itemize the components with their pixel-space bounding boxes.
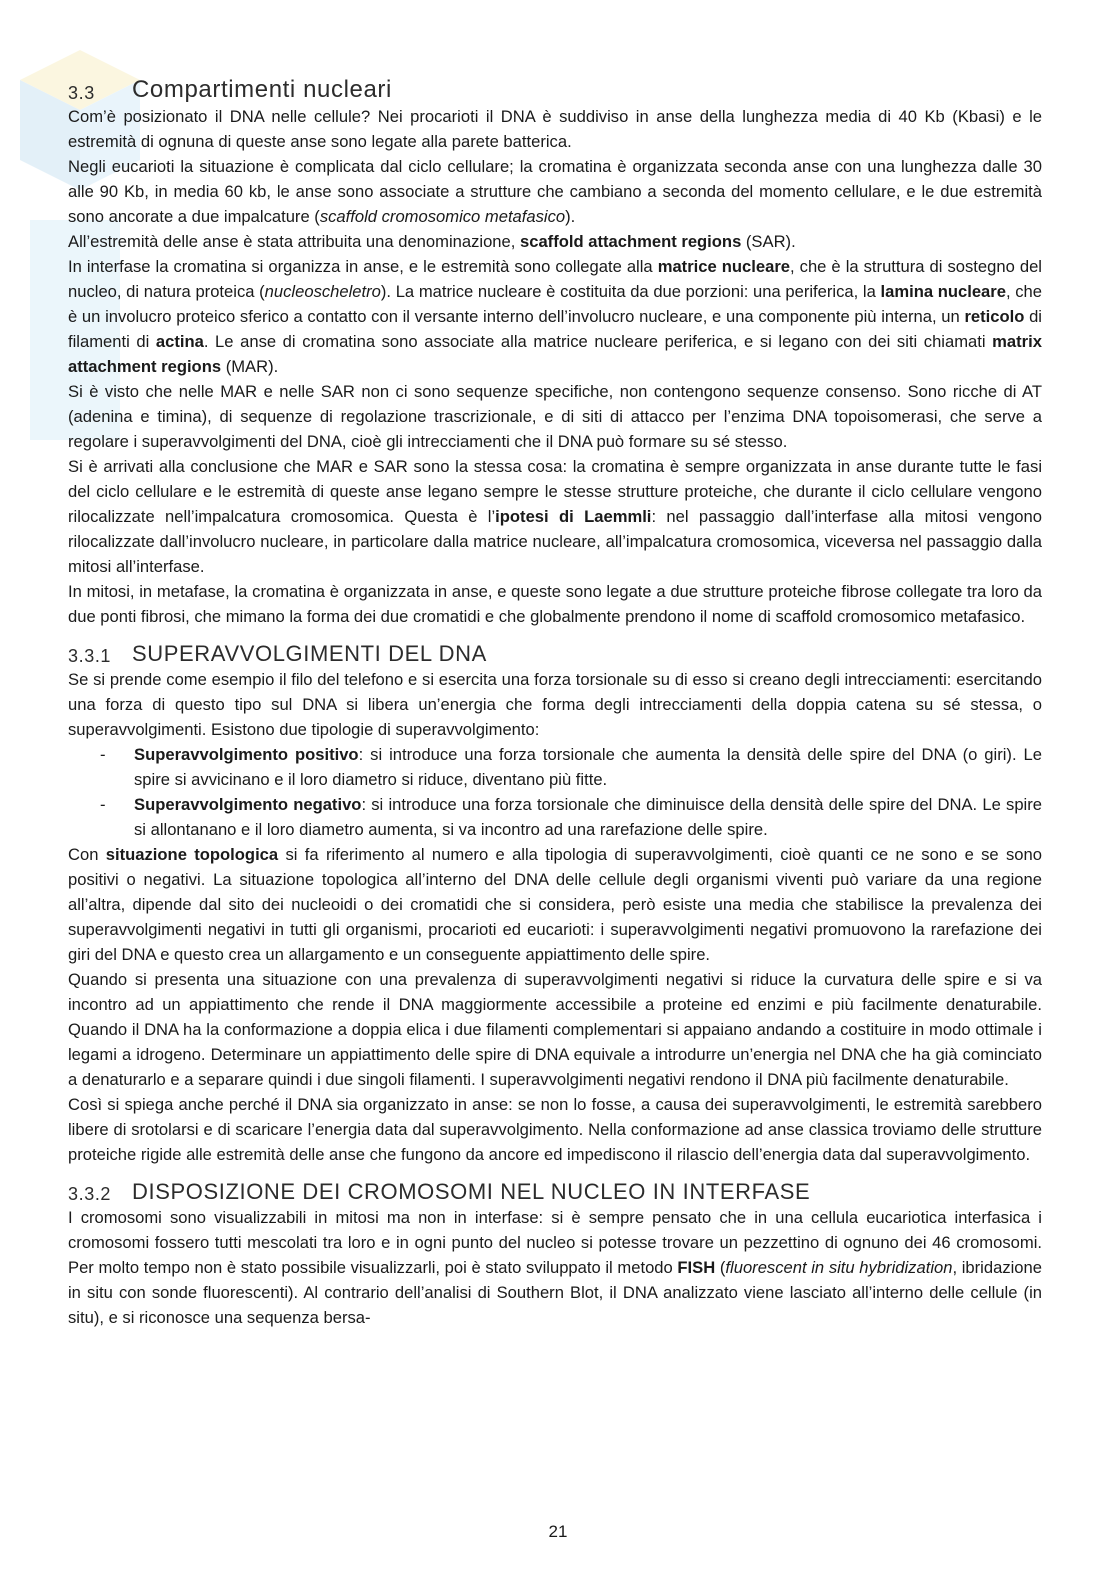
paragraph-laemmli: Si è arrivati alla conclusione che MAR e SAR sono la stessa cosa: la cromatina è sempre organizzata in anse durante tutte le fasi del ciclo cellulare e le estremità di queste anse legano sempre le stesse strutture proteiche, che durante il ciclo cellulare vengono rilocalizzate nell’impalcatura cromosomica. Questa è l’ipotesi di Laemmli: nel passaggio dall’interfase alla mitosi vengono rilocalizzate dall’involucro nucleare, in particolare dalla matrice nucleare, all’impalcatura cromosomica, viceversa nel passaggio dalla mitosi all’interfase. (68, 457, 1042, 576)
paragraph-anse-ancore: Così si spiega anche perché il DNA sia organizzato in anse: se non lo fosse, a causa dei superavvolgimenti, le estremità sarebbero libere di srotolarsi e di scaricare l’energia data dal superavvolgimento. Nella conformazione ad anse classica troviamo delle strutture proteiche rigide alle estremità delle anse che fungono da ancore ed impediscono il rilascio dell’energia data dal superavvolgimento. (68, 1095, 1042, 1164)
subsection-title: SUPERAVVOLGIMENTI DEL DNA (132, 641, 487, 666)
paragraph-sar: All’estremità delle anse è stata attribuita una denominazione, scaffold attachment regions (SAR). (68, 232, 796, 251)
section-heading (68, 68, 1042, 104)
subsection-heading-disposizione (68, 1171, 1042, 1205)
subsection-heading-superavvolgimenti (68, 633, 1042, 667)
paragraph-situazione-topologica: Con situazione topologica si fa riferimento al numero e alla tipologia di superavvolgimenti, cioè quanti ce ne sono e se sono positivi o negativi. La situazione topologica all’interno del DNA delle cellule degli organismi viventi può variare da una regione all’altra, dipende dal sito dei nucleoidi o dei cromatidi che si considera, però esiste una media che stabilisce la prevalenza dei superavvolgimenti negativi in tutti gli organismi, procarioti ed eucarioti: i superavvolgimenti negativi promuovono la rarefazione dei giri del DNA e questo crea un allargamento e un conseguente appiattimento delle spire. (68, 845, 1042, 964)
subsection-number: 3.3.2 (68, 1184, 112, 1204)
supercoil-list (68, 742, 1042, 842)
paragraph-metafase: In mitosi, in metafase, la cromatina è organizzata in anse, e queste sono legate a due strutture proteiche fibrose collegate tra loro da due ponti fibrosi, che mimano la forma dei due cromatidi e che globalmente prendono il nome di scaffold cromosomico metafasico. (68, 582, 1042, 626)
paragraph-filo-telefono: Se si prende come esempio il filo del telefono e si esercita una forza torsionale su di esso si creano degli intrecciamenti: esercitando una forza di questo tipo sul DNA si libera un’energia che forma degli intrecciamenti della doppia catena su sé stessa, o superavvolgimenti. Esistono due tipologie di superavvolgimento: (68, 670, 1042, 739)
subsection-title: DISPOSIZIONE DEI CROMOSOMI NEL NUCLEO IN INTERFASE (132, 1179, 811, 1204)
list-item-positive: - Superavvolgimento positivo: si introduce una forza torsionale che aumenta la densità delle spire del DNA (o giri). Le spire si avvicinano e il loro diametro si riduce, diventano più fitte. (100, 745, 1042, 789)
paragraph-mar-sar: Si è visto che nelle MAR e nelle SAR non ci sono sequenze specifiche, non contengono sequenze consenso. Sono ricche di AT (adenina e timina), di sequenze di regolazione trascrizionale, e di siti di attacco per l’enzima DNA topoisomerasi, che serve a regolare i superavvolgimenti del DNA, cioè gli intrecciamenti che il DNA può formare su sé stesso. (68, 382, 1042, 451)
list-item-negative: - Superavvolgimento negativo: si introduce una forza torsionale che diminuisce della densità delle spire del DNA. Le spire si allontanano e il loro diametro aumenta, si va incontro ad una rarefazione delle spire. (100, 795, 1042, 839)
page-number: 21 (548, 1522, 568, 1541)
paragraph-fish: I cromosomi sono visualizzabili in mitosi ma non in interfase: si è sempre pensato che in una cellula eucariotica interfasica i cromosomi fossero tutti mescolati tra loro e in ogni punto del nucleo si potesse trovare un pezzettino di ognuno dei 46 cromosomi. Per molto tempo non è stato possibile visualizzarli, poi è stato sviluppato il metodo FISH (fluorescent in situ hybridization, ibridazione in situ con sonde fluorescenti). Al contrario dell’analisi di Southern Blot, il DNA analizzato viene lasciato all’interno delle cellule (in situ), e si riconosce una sequenza bersa- (68, 1208, 1042, 1327)
subsection-number: 3.3.1 (68, 646, 112, 666)
section-number: 3.3 (68, 83, 95, 103)
paragraph-eucarioti: Negli eucarioti la situazione è complicata dal ciclo cellulare; la cromatina è organizzata seconda anse con una lunghezza dalle 30 alle 90 Kb, in media 60 kb, le anse sono associate a strutture che cambiano a seconda del momento cellulare, e le due estremità sono ancorate a due impalcature (scaffold cromosomico metafasico). (68, 157, 1042, 226)
paragraph-prevalenza-negativi: Quando si presenta una situazione con una prevalenza di superavvolgimenti negativi si riduce la curvatura delle spire e si va incontro ad un appiattimento che rende il DNA maggiormente accessibile a proteine ed enzimi e più facilmente denaturabile. Quando il DNA ha la conformazione a doppia elica i due filamenti complementari si appaiano andando a costituire in modo ottimale i legami a idrogeno. Determinare un appiattimento delle spire di DNA equivale a introdurre un’energia nel DNA che ha già cominciato a denaturarlo e a separare quindi i due singoli filamenti. I superavvolgimenti negativi rendono il DNA più facilmente denaturabile. (68, 970, 1042, 1089)
paragraph-matrice-nucleare: In interfase la cromatina si organizza in anse, e le estremità sono collegate alla matrice nucleare, che è la struttura di sostegno del nucleo, di natura proteica (nucleoscheletro). La matrice nucleare è costituita da due porzioni: una periferica, la lamina nucleare, che è un involucro proteico sferico a contatto con il versante interno dell’involucro nucleare, e una componente più interna, un reticolo di filamenti di actina. Le anse di cromatina sono associate alla matrice nucleare periferica, e si legano con dei siti chiamati matrix attachment regions (MAR). (68, 257, 1042, 376)
paragraph-procarioti: Com’è posizionato il DNA nelle cellule? Nei procarioti il DNA è suddiviso in anse della lunghezza media di 40 Kb (Kbasi) e le estremità di ognuna di queste anse sono legate alla parete batterica. (68, 107, 1042, 151)
section-title: Compartimenti nucleari (132, 76, 392, 103)
